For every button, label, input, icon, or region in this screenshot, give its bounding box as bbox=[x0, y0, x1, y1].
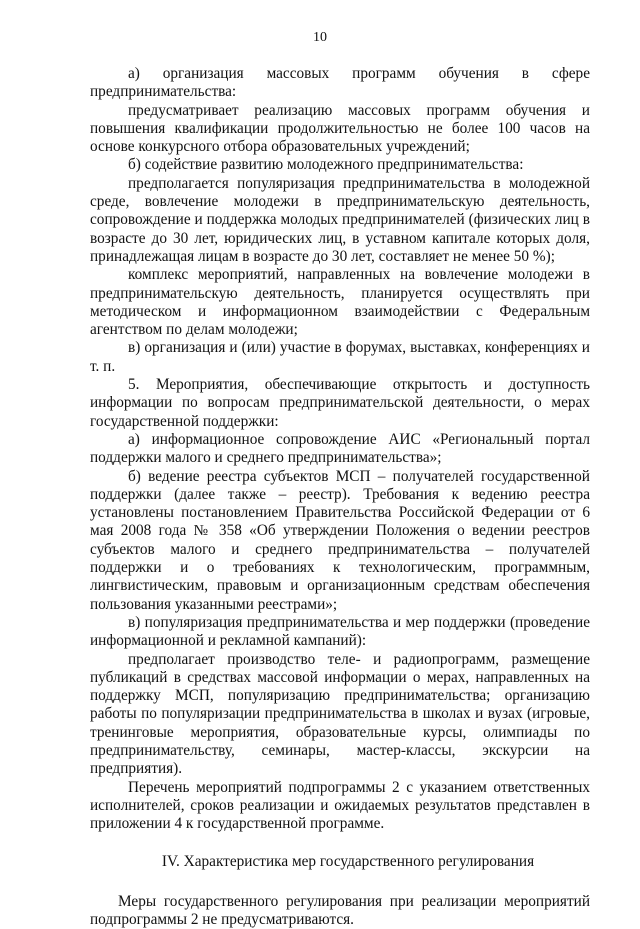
paragraph-1b-complex: комплекс мероприятий, направленных на вовлечение молодежи в предпринимательскую деятельность, планируется осуществлять при методическом и информационном взаимодействии с Федеральным агентством по делам молодежи; bbox=[90, 266, 590, 339]
paragraph-activities-list: Перечень мероприятий подпрограммы 2 с указанием ответственных исполнителей, сроков реализации и ожидаемых результатов представлен в приложении 4 к государственной программе. bbox=[90, 778, 590, 833]
paragraph-1a-detail: предусматривает реализацию массовых программ обучения и повышения квалификации продолжительностью не более 100 часов на основе конкурсного отбора образовательных учреждений; bbox=[90, 101, 590, 156]
paragraph-1c: в) организация и (или) участие в форумах, выставках, конференциях и т. п. bbox=[90, 339, 590, 375]
paragraph-5: 5. Мероприятия, обеспечивающие открытость и доступность информации по вопросам предпринимательской деятельности, о мерах государственной поддержки: bbox=[90, 376, 590, 430]
paragraph-5c-detail: предполагает производство теле- и радиопрограмм, размещение публикаций в средствах массовой информации о мерах, направленных на поддержку МСП, популяризацию предпринимательства; организацию работы по популяризации предпринимательства в школах и вузах (игровые, тренинговые мероприятия, образовательные курсы, олимпиады по предпринимательству, семинары, мастер-классы, экскурсии на предприятия). bbox=[90, 650, 590, 778]
paragraph-regulation: Меры государственного регулирования при реализации мероприятий подпрограммы 2 не предусматриваются. bbox=[90, 892, 590, 929]
paragraph-5c: в) популяризация предпринимательства и мер поддержки (проведение информационной и рекламной кампаний): bbox=[90, 613, 590, 650]
document-body bbox=[90, 65, 590, 929]
paragraph-1b: б) содействие развитию молодежного предпринимательства: bbox=[128, 156, 524, 174]
section-heading: IV. Характеристика мер государственного регулирования bbox=[161, 853, 535, 871]
paragraph-5b: б) ведение реестра субъектов МСП – получателей государственной поддержки (далее также – реестр). Требования к ведению реестра установлены постановлением Правительства Российской Федерации от 6 мая 2008 года № 358 «Об утверждении Положения о ведении реестров субъектов малого и среднего предпринимательства – получателей поддержки и о требованиях к технологическим, программным, лингвистическим, правовым и организационным средствам обеспечения пользования указанными реестрами»; bbox=[90, 467, 590, 613]
paragraph-1a: а) организация массовых программ обучения в сфере предпринимательства: bbox=[90, 65, 590, 101]
paragraph-1b-detail: предполагается популяризация предпринимательства в молодежной среде, вовлечение молодежи в предпринимательскую деятельность, сопровождение и поддержка молодых предпринимателей (физических лиц в возрасте до 30 лет, юридических лиц, в уставном капитале которых доля, принадлежащая лицам в возрасте до 30 лет, составляет не менее 50 %); bbox=[90, 174, 590, 265]
page-number: 10 bbox=[313, 30, 327, 45]
paragraph-5a: а) информационное сопровождение АИС «Региональный портал поддержки малого и среднего предпринимательства»; bbox=[90, 430, 590, 467]
